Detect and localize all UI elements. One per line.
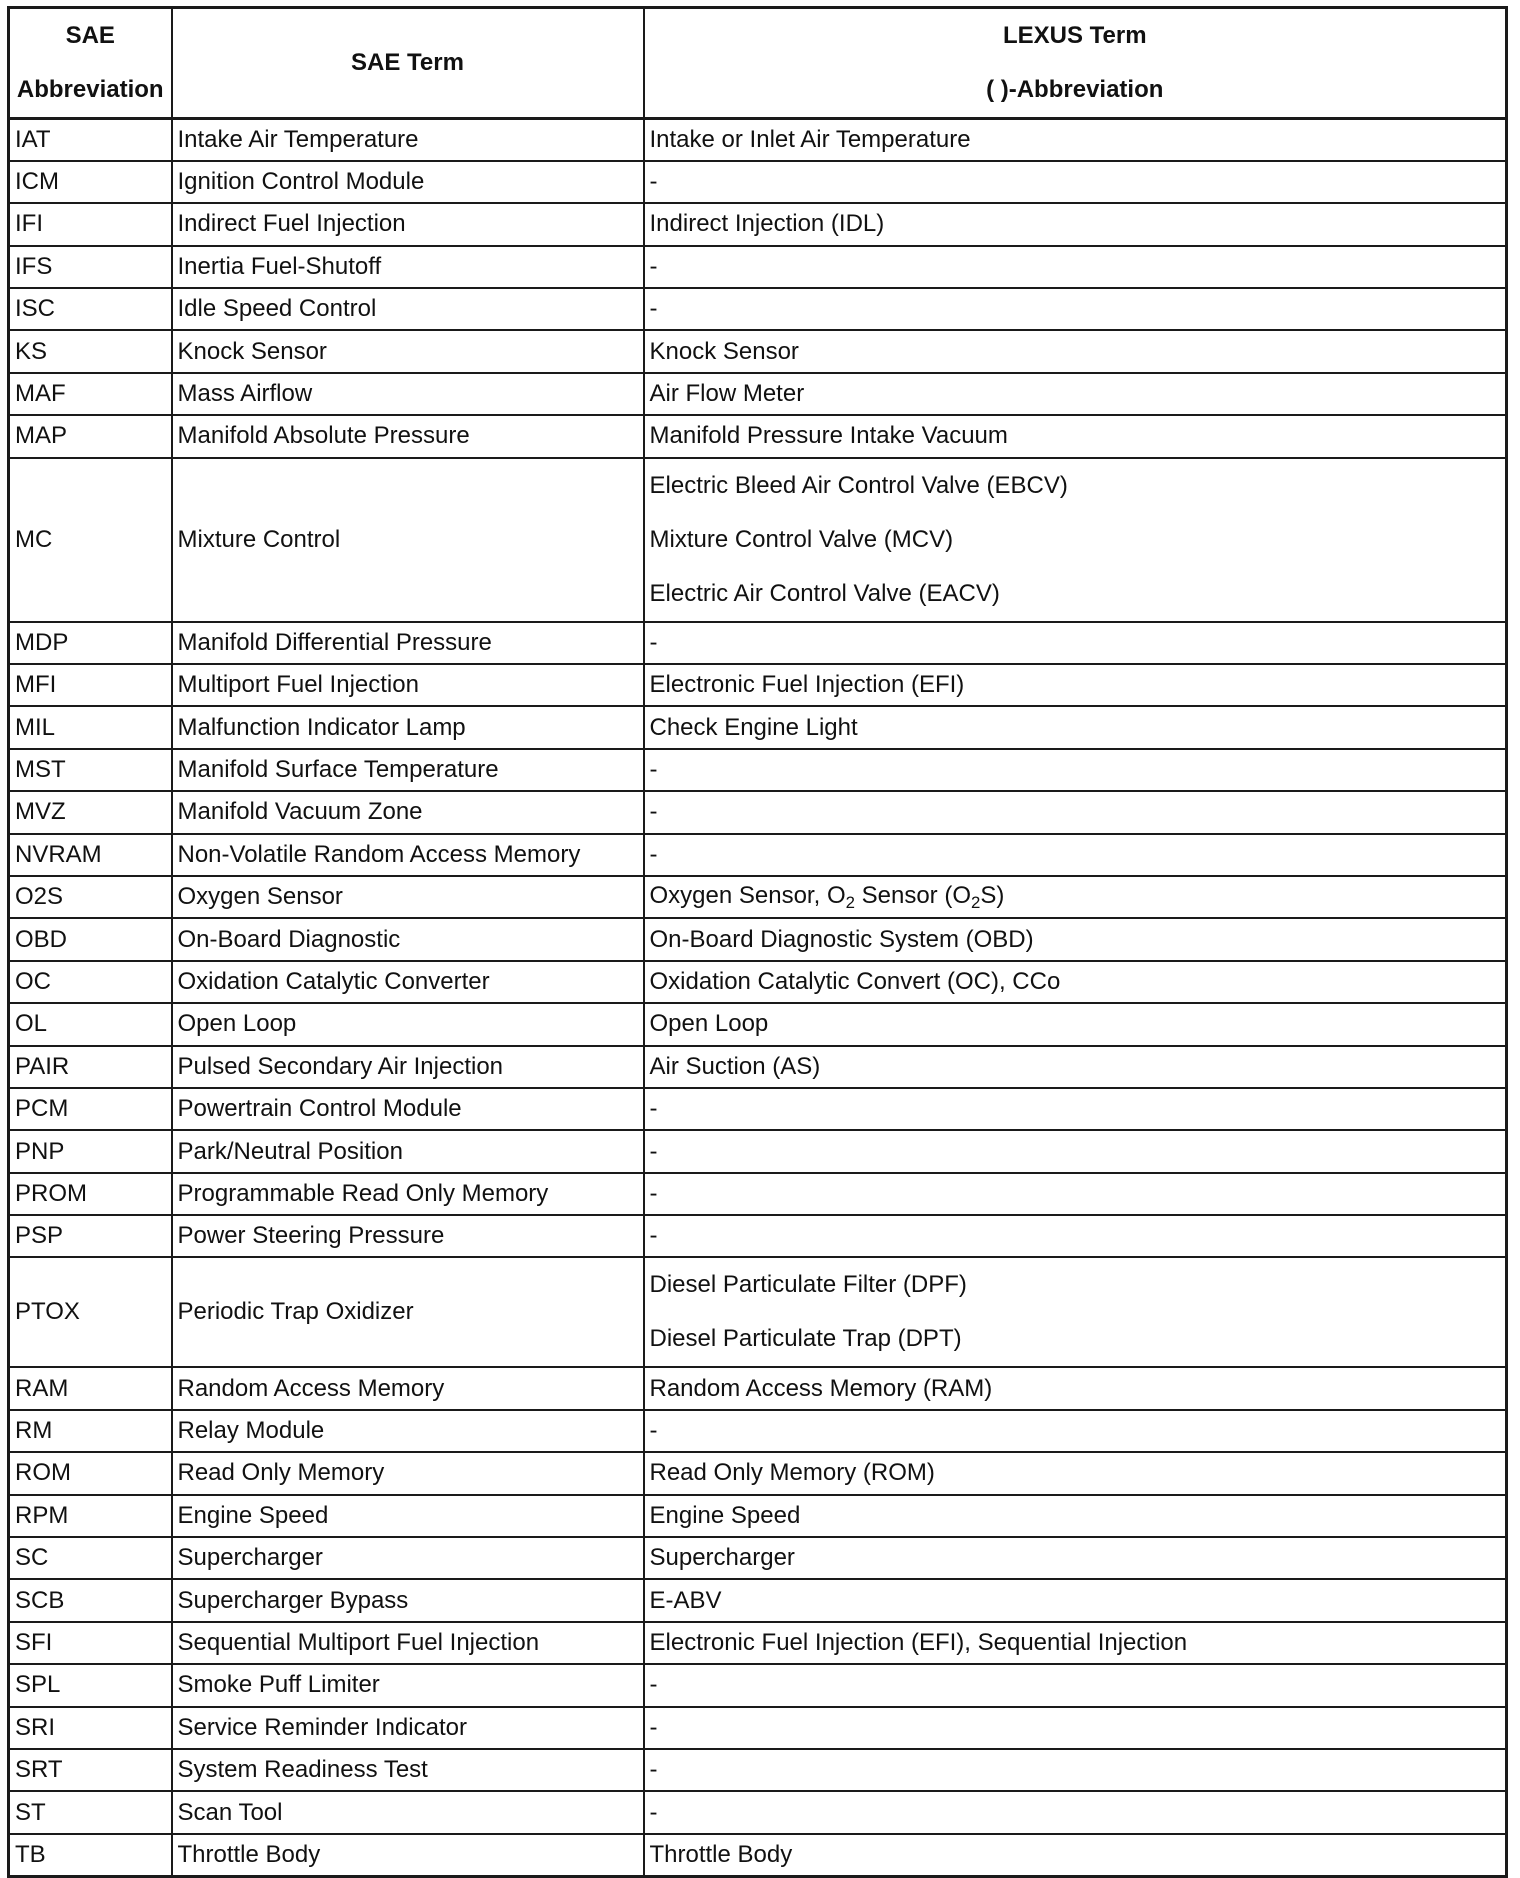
header-lexus-term-line2: ( )-Abbreviation xyxy=(986,76,1164,103)
table-row xyxy=(9,749,1507,791)
cell-lexus-term xyxy=(644,1257,1507,1367)
cell-sae-abbreviation: PSP xyxy=(9,1215,172,1257)
cell-sae-term: Knock Sensor xyxy=(172,330,644,372)
cell-sae-term: Oxidation Catalytic Converter xyxy=(172,961,644,1003)
table-row xyxy=(9,373,1507,415)
table-row xyxy=(9,1046,1507,1088)
table-row xyxy=(9,1749,1507,1791)
cell-sae-term: Powertrain Control Module xyxy=(172,1088,644,1130)
table-row xyxy=(9,1088,1507,1130)
header-sae-abbreviation-line2: Abbreviation xyxy=(16,76,164,103)
table-row xyxy=(9,622,1507,664)
table-row xyxy=(9,161,1507,203)
cell-sae-term: Throttle Body xyxy=(172,1834,644,1876)
cell-lexus-term: Throttle Body xyxy=(644,1834,1507,1876)
table-row xyxy=(9,1707,1507,1749)
cell-lexus-term: - xyxy=(644,1130,1507,1172)
cell-lexus-term: Read Only Memory (ROM) xyxy=(644,1452,1507,1494)
cell-sae-term: Oxygen Sensor xyxy=(172,876,644,918)
cell-sae-abbreviation: SRT xyxy=(9,1749,172,1791)
cell-lexus-term: - xyxy=(644,1707,1507,1749)
table-row xyxy=(9,458,1507,622)
cell-sae-term: Ignition Control Module xyxy=(172,161,644,203)
table-row xyxy=(9,1452,1507,1494)
table-row xyxy=(9,918,1507,960)
cell-lexus-term: Manifold Pressure Intake Vacuum xyxy=(644,415,1507,457)
cell-sae-abbreviation: ISC xyxy=(9,288,172,330)
lexus-term-line: Diesel Particulate Trap (DPT) xyxy=(649,1325,962,1353)
cell-sae-term: Power Steering Pressure xyxy=(172,1215,644,1257)
cell-lexus-term: Oxygen Sensor, $O_2$ Sensor $(O_2S)$ xyxy=(644,876,1507,918)
cell-lexus-term: On-Board Diagnostic System (OBD) xyxy=(644,918,1507,960)
cell-sae-term: Inertia Fuel-Shutoff xyxy=(172,246,644,288)
cell-sae-term: Non-Volatile Random Access Memory xyxy=(172,834,644,876)
cell-sae-term: Intake Air Temperature xyxy=(172,119,644,161)
cell-sae-abbreviation: MAP xyxy=(9,415,172,457)
cell-sae-abbreviation: ST xyxy=(9,1791,172,1833)
table-row xyxy=(9,1130,1507,1172)
table-row xyxy=(9,706,1507,748)
cell-sae-abbreviation: ROM xyxy=(9,1452,172,1494)
table-row xyxy=(9,288,1507,330)
cell-sae-abbreviation: O2S xyxy=(9,876,172,918)
cell-lexus-term: - xyxy=(644,1410,1507,1452)
cell-sae-term: Open Loop xyxy=(172,1003,644,1045)
cell-lexus-term: - xyxy=(644,622,1507,664)
header-lexus-term xyxy=(644,8,1507,119)
cell-lexus-term: - xyxy=(644,288,1507,330)
cell-lexus-term: - xyxy=(644,1791,1507,1833)
table-row xyxy=(9,1537,1507,1579)
table-row xyxy=(9,876,1507,918)
header-lexus-term-line1: LEXUS Term xyxy=(1002,22,1147,49)
cell-sae-term: Mass Airflow xyxy=(172,373,644,415)
cell-sae-abbreviation: PAIR xyxy=(9,1046,172,1088)
cell-sae-abbreviation: RPM xyxy=(9,1495,172,1537)
cell-sae-abbreviation: MIL xyxy=(9,706,172,748)
table-row xyxy=(9,1622,1507,1664)
cell-lexus-term: Check Engine Light xyxy=(644,706,1507,748)
lexus-term-line: Mixture Control Valve (MCV) xyxy=(649,525,954,553)
table-row xyxy=(9,664,1507,706)
abbreviation-table-page xyxy=(7,6,1508,1878)
cell-sae-term: Supercharger xyxy=(172,1537,644,1579)
table-row xyxy=(9,791,1507,833)
cell-sae-abbreviation: PROM xyxy=(9,1173,172,1215)
cell-lexus-term: - xyxy=(644,1215,1507,1257)
cell-sae-abbreviation: MVZ xyxy=(9,791,172,833)
header-sae-abbreviation-line1: SAE xyxy=(65,22,115,49)
cell-sae-abbreviation: SRI xyxy=(9,1707,172,1749)
table-row xyxy=(9,1367,1507,1409)
cell-sae-abbreviation: OC xyxy=(9,961,172,1003)
table-row xyxy=(9,1834,1507,1876)
cell-lexus-term: Air Flow Meter xyxy=(644,373,1507,415)
cell-lexus-term: Indirect Injection (IDL) xyxy=(644,203,1507,245)
cell-sae-term: Indirect Fuel Injection xyxy=(172,203,644,245)
cell-sae-term: Malfunction Indicator Lamp xyxy=(172,706,644,748)
cell-sae-term: System Readiness Test xyxy=(172,1749,644,1791)
cell-sae-abbreviation: NVRAM xyxy=(9,834,172,876)
subscript-two: 2 xyxy=(845,892,855,912)
cell-lexus-term: E-ABV xyxy=(644,1579,1507,1621)
cell-sae-term: Pulsed Secondary Air Injection xyxy=(172,1046,644,1088)
cell-sae-abbreviation: IAT xyxy=(9,119,172,161)
table-row xyxy=(9,1257,1507,1367)
cell-lexus-term: - xyxy=(644,749,1507,791)
cell-sae-abbreviation: MST xyxy=(9,749,172,791)
cell-sae-term: Park/Neutral Position xyxy=(172,1130,644,1172)
cell-lexus-term: Random Access Memory (RAM) xyxy=(644,1367,1507,1409)
cell-sae-term: On-Board Diagnostic xyxy=(172,918,644,960)
cell-sae-abbreviation: KS xyxy=(9,330,172,372)
cell-sae-abbreviation: MFI xyxy=(9,664,172,706)
cell-lexus-term: - xyxy=(644,161,1507,203)
lexus-term-line: Diesel Particulate Filter (DPF) xyxy=(649,1271,967,1299)
cell-lexus-term: Air Suction (AS) xyxy=(644,1046,1507,1088)
cell-sae-term: Manifold Surface Temperature xyxy=(172,749,644,791)
cell-sae-term: Supercharger Bypass xyxy=(172,1579,644,1621)
cell-sae-term: Manifold Differential Pressure xyxy=(172,622,644,664)
table-body xyxy=(9,119,1507,1877)
cell-sae-term: Scan Tool xyxy=(172,1791,644,1833)
cell-sae-term: Service Reminder Indicator xyxy=(172,1707,644,1749)
header-sae-term: SAE Term xyxy=(172,8,644,119)
table-row xyxy=(9,1173,1507,1215)
lexus-term-line: Electric Bleed Air Control Valve (EBCV) xyxy=(649,471,1068,499)
cell-sae-abbreviation: SCB xyxy=(9,1579,172,1621)
cell-sae-term: Read Only Memory xyxy=(172,1452,644,1494)
cell-lexus-term: - xyxy=(644,246,1507,288)
table-row xyxy=(9,1495,1507,1537)
cell-sae-abbreviation: ICM xyxy=(9,161,172,203)
cell-lexus-term: - xyxy=(644,791,1507,833)
cell-sae-abbreviation: MC xyxy=(9,458,172,622)
cell-lexus-term: Engine Speed xyxy=(644,1495,1507,1537)
cell-sae-abbreviation: MDP xyxy=(9,622,172,664)
table-row xyxy=(9,1003,1507,1045)
cell-lexus-term: Intake or Inlet Air Temperature xyxy=(644,119,1507,161)
cell-lexus-term: Knock Sensor xyxy=(644,330,1507,372)
cell-sae-abbreviation: RM xyxy=(9,1410,172,1452)
cell-lexus-term: Electronic Fuel Injection (EFI) xyxy=(644,664,1507,706)
lexus-term-line: Electric Air Control Valve (EACV) xyxy=(649,579,1000,607)
cell-sae-abbreviation: PCM xyxy=(9,1088,172,1130)
cell-lexus-term: Electronic Fuel Injection (EFI), Sequential Injection xyxy=(644,1622,1507,1664)
cell-sae-term: Multiport Fuel Injection xyxy=(172,664,644,706)
abbreviation-table xyxy=(7,6,1508,1878)
cell-sae-abbreviation: OL xyxy=(9,1003,172,1045)
cell-sae-abbreviation: TB xyxy=(9,1834,172,1876)
cell-lexus-term: Oxidation Catalytic Convert (OC), CCo xyxy=(644,961,1507,1003)
table-row xyxy=(9,1215,1507,1257)
cell-sae-abbreviation: OBD xyxy=(9,918,172,960)
table-row xyxy=(9,246,1507,288)
table-row xyxy=(9,1410,1507,1452)
cell-lexus-term: - xyxy=(644,1173,1507,1215)
header-sae-abbreviation xyxy=(9,8,172,119)
cell-lexus-term: - xyxy=(644,1664,1507,1706)
cell-sae-abbreviation: PNP xyxy=(9,1130,172,1172)
cell-sae-term: Relay Module xyxy=(172,1410,644,1452)
cell-lexus-term xyxy=(644,458,1507,622)
cell-sae-term: Mixture Control xyxy=(172,458,644,622)
cell-sae-term: Manifold Vacuum Zone xyxy=(172,791,644,833)
cell-sae-term: Random Access Memory xyxy=(172,1367,644,1409)
cell-sae-abbreviation: MAF xyxy=(9,373,172,415)
cell-lexus-term: - xyxy=(644,834,1507,876)
table-row xyxy=(9,1664,1507,1706)
table-row xyxy=(9,834,1507,876)
cell-lexus-term: Supercharger xyxy=(644,1537,1507,1579)
cell-sae-term: Idle Speed Control xyxy=(172,288,644,330)
subscript-two: 2 xyxy=(971,892,981,912)
table-row xyxy=(9,1791,1507,1833)
cell-sae-term: Engine Speed xyxy=(172,1495,644,1537)
cell-sae-term: Programmable Read Only Memory xyxy=(172,1173,644,1215)
cell-sae-abbreviation: IFS xyxy=(9,246,172,288)
cell-sae-abbreviation: IFI xyxy=(9,203,172,245)
cell-sae-term: Sequential Multiport Fuel Injection xyxy=(172,1622,644,1664)
cell-sae-abbreviation: SFI xyxy=(9,1622,172,1664)
cell-sae-term: Manifold Absolute Pressure xyxy=(172,415,644,457)
cell-lexus-term: - xyxy=(644,1749,1507,1791)
table-row xyxy=(9,415,1507,457)
table-row xyxy=(9,119,1507,161)
cell-sae-abbreviation: PTOX xyxy=(9,1257,172,1367)
cell-sae-abbreviation: RAM xyxy=(9,1367,172,1409)
cell-sae-term: Smoke Puff Limiter xyxy=(172,1664,644,1706)
table-row xyxy=(9,330,1507,372)
cell-sae-abbreviation: SPL xyxy=(9,1664,172,1706)
table-header-row xyxy=(9,8,1507,119)
cell-sae-abbreviation: SC xyxy=(9,1537,172,1579)
cell-lexus-term: Open Loop xyxy=(644,1003,1507,1045)
table-row xyxy=(9,1579,1507,1621)
table-row xyxy=(9,203,1507,245)
cell-sae-term: Periodic Trap Oxidizer xyxy=(172,1257,644,1367)
table-row xyxy=(9,961,1507,1003)
cell-lexus-term: - xyxy=(644,1088,1507,1130)
